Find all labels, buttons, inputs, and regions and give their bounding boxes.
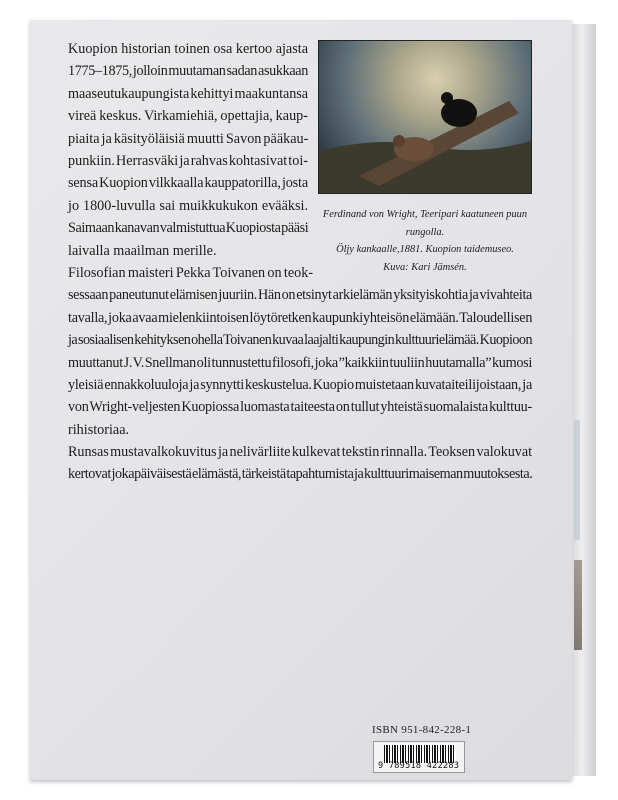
book-page-edge [572,24,596,776]
text-line: sensa Kuopion vilkkaalla kauppatorilla, josta [68,175,308,192]
text-line: Saimaan kanavan valmistuttua Kuopiosta pääsi [68,220,309,237]
barcode-number: 9 789518 422283 [378,761,460,771]
text-line: Kuopion historian toinen osa kertoo ajasta [68,41,308,57]
painting-illustration [319,41,531,193]
edge-detail [574,560,582,650]
text-line: jo 1800-luvulla sai muikkukukon evääksi. [68,197,308,214]
text-line: rihistoriaa. [68,421,130,438]
caption-line: Kuva: Kari Jämsén. [383,261,467,273]
cover-painting-black-grouse [318,40,532,194]
caption-line: Öljy kankaalle,1881. Kuopion taidemuseo. [336,244,514,255]
barcode [373,741,465,773]
author-paragraph [68,262,532,441]
text-line: punkiin. Herrasväki ja rahvas kohtasivat toi- [68,153,308,170]
caption-line: Ferdinand von Wright, Teeripari kaatuneen puun rungolla. [322,209,528,238]
text-line: muuttanut J. V. Snellman oli tunnustettu filosofi, joka ”kaikkiin tuuliin huutamalla” kumosi [68,354,532,371]
text-line: Runsas mustavalkokuvitus ja nelivärliite kulkevat tekstin rinnalla. Teoksen valokuvat [68,444,532,460]
text-line: laivalla maailman merille. [68,242,217,259]
text-line: vireä keskus. Virkamiehiä, opettajia, kaup- [68,108,308,125]
text-line: von Wright-veljesten Kuopiossa luomasta taiteesta on tullut yhteistä suomalaista kulttuu- [68,399,532,416]
text-line: maaseutukaupungista kehittyi maakuntansa [68,85,308,102]
illustrations-paragraph [68,441,532,486]
text-line: 1775–1875, jolloin muutaman sadan asukkaan [68,63,308,80]
text-line: yleisiä ennakkoluuloja ja synnytti keskustelua. Kuopio muistetaan kuvataiteilijoistaan, ja [68,377,532,394]
text-line: piaita ja käsityöläisiä muutti Savon pääkau- [68,130,309,147]
edge-detail [574,420,580,540]
text-line: Filosofian maisteri Pekka Toivanen on teok- [68,265,314,281]
text-line: ja sosiaalisen kehityksen ohella Toivanen kuvaa laajalti kaupungin kulttuurielämää. Kuopioon [68,332,532,349]
text-line: tavalla, joka avaa mielenkiintoisen löytöretken kaupunkiyhteisön elämään. Taloudellisen [68,309,533,326]
text-line: kertovat jokapäiväisestä elämästä, tärkeistä tapahtumista ja kulttuurimaiseman muutoksesta. [68,466,533,483]
intro-paragraph [68,38,308,262]
isbn-label: ISBN 951-842-228-1 [372,724,472,736]
text-line: sessaan paneutunut elämisen juuriin. Hän on etsinyt arkielämän yksityiskohtia ja vivahteita [68,287,532,304]
